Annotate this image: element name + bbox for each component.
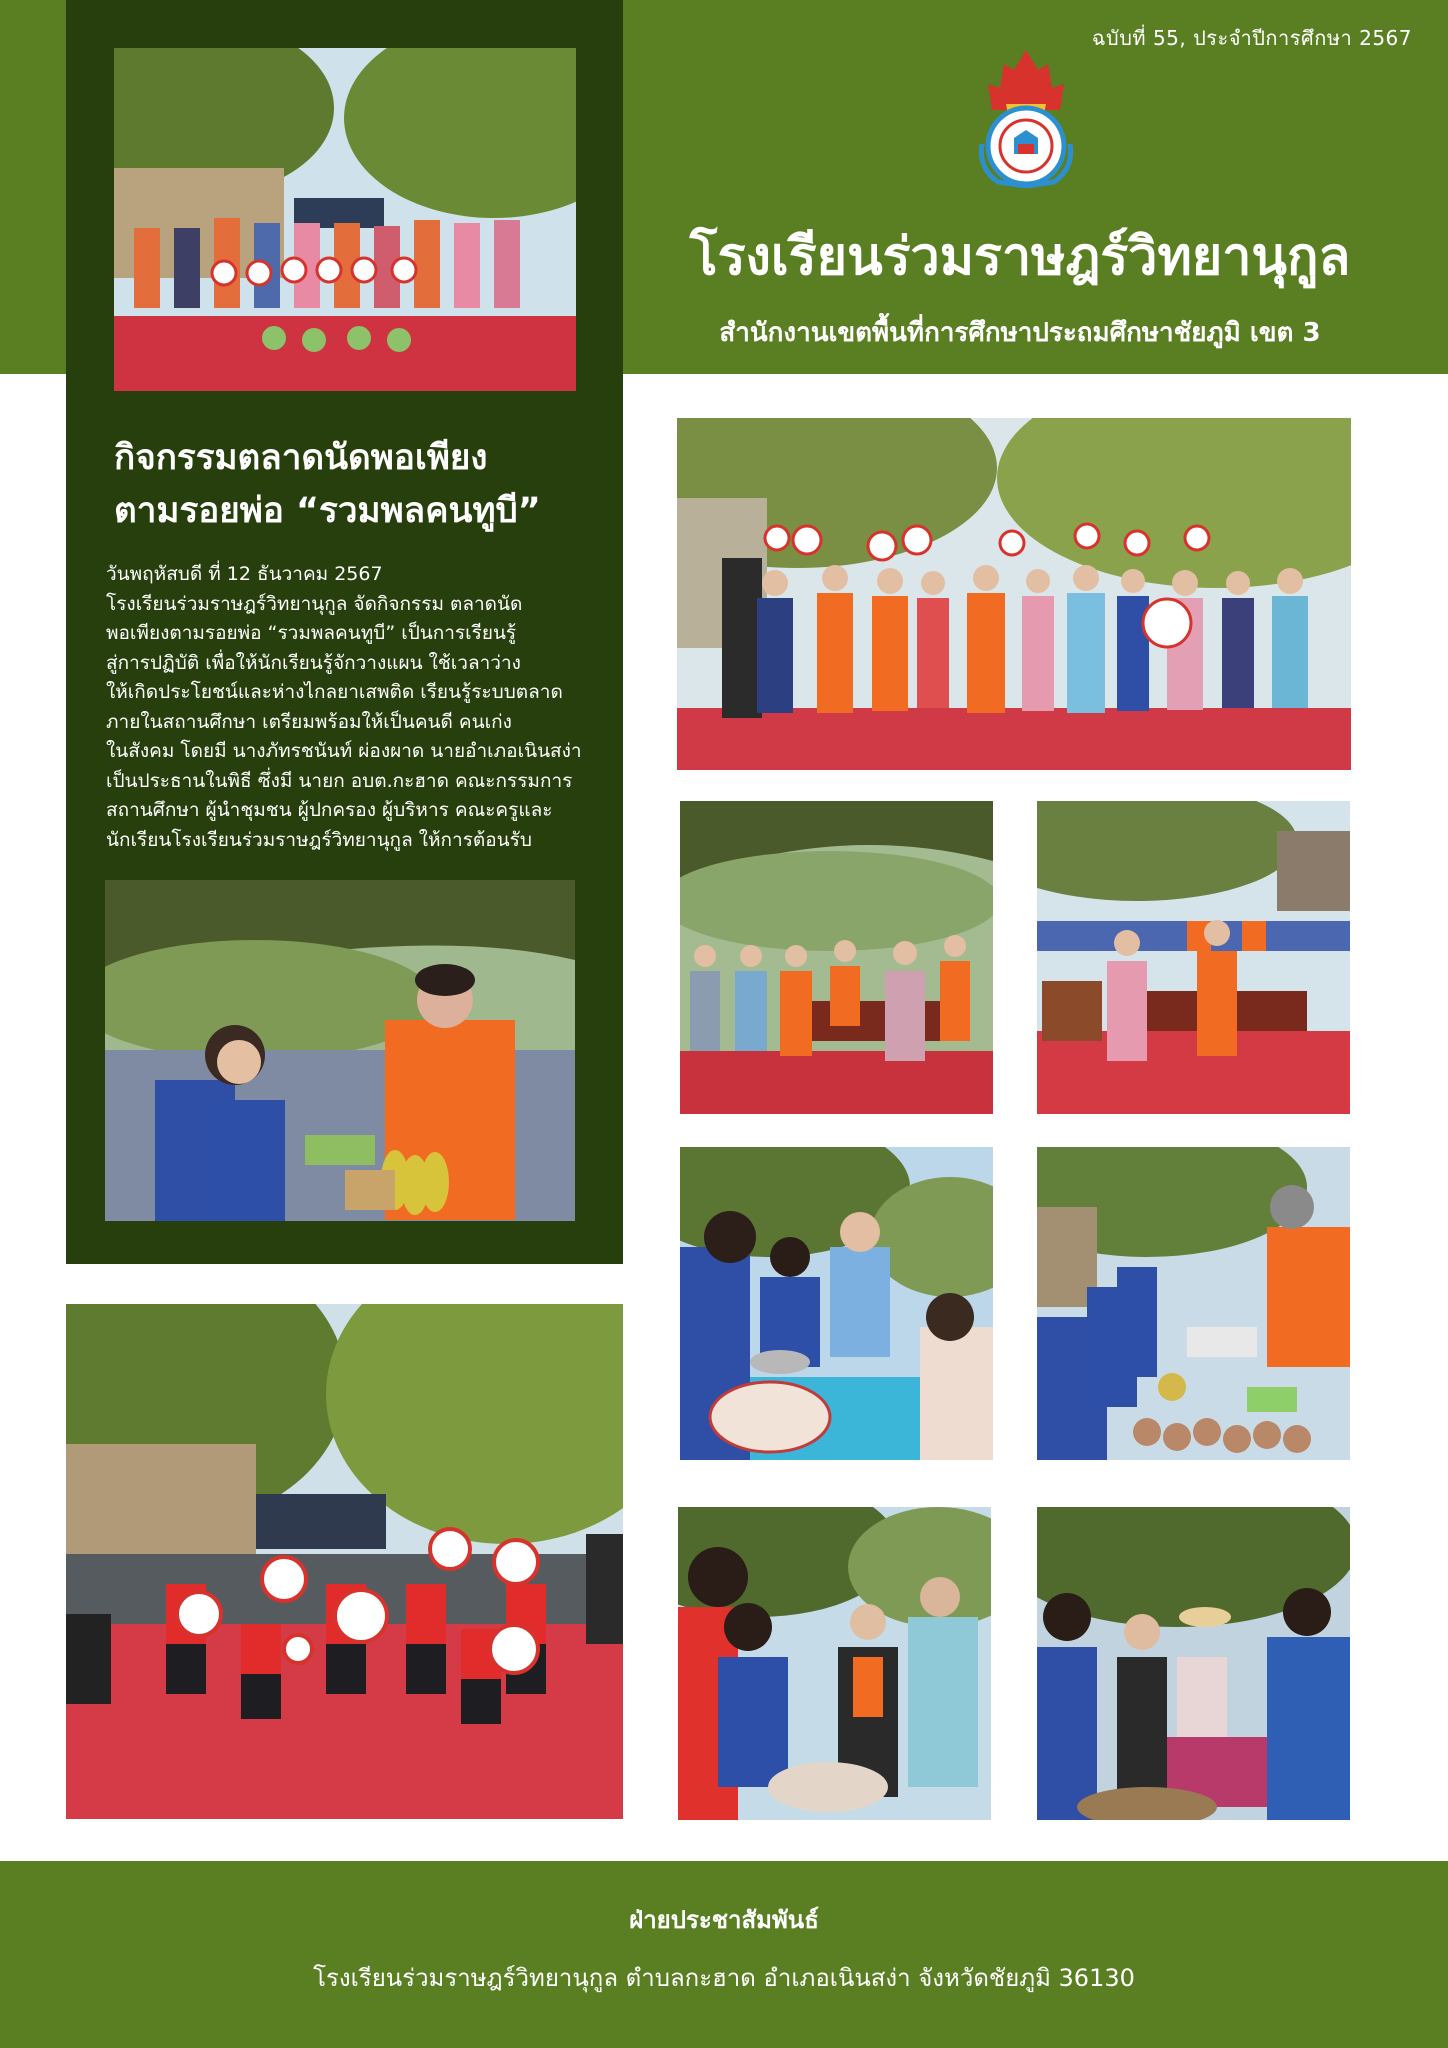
school-emblem-icon [974, 48, 1078, 188]
photo-group-students [114, 48, 576, 391]
body-line: เป็นประธานในพิธี ซึ่งมี นายก อบต.กะฮาด คณะกรรมการ [106, 769, 573, 792]
photo-students-cooking [680, 1147, 993, 1460]
photo-students-stall [678, 1507, 991, 1820]
body-line: ภายในสถานศึกษา เตรียมพร้อมให้เป็นคนดี คนเก่ง [106, 710, 512, 733]
article-headline [114, 432, 594, 537]
photo-vendor-serving [1037, 1147, 1350, 1460]
body-line: สู่การปฏิบัติ เพื่อให้นักเรียนรู้จักวางแผน ใช้เวลาว่าง [106, 651, 521, 674]
body-line: นักเรียนโรงเรียนร่วมราษฎร์วิทยานุกูล ให้การต้อนรับ [106, 828, 532, 851]
body-line: พอเพียงตามรอยพ่อ “รวมพลคนทูบี” เป็นการเรียนรู้ [106, 622, 517, 644]
photo-guests-tables [1037, 801, 1350, 1114]
article-body [106, 560, 606, 855]
photo-guests-seated [680, 801, 993, 1114]
photo-officials-group [677, 418, 1351, 770]
footer-band [0, 1861, 1448, 2048]
footer-address: โรงเรียนร่วมราษฎร์วิทยานุกูล ตำบลกะฮาด อำเภอเนินสง่า จังหวัดชัยภูมิ 36130 [313, 1964, 1135, 1992]
body-line: วันพฤหัสบดี ที่ 12 ธันวาคม 2567 [106, 563, 383, 585]
body-line: ให้เกิดประโยชน์และห่างไกลยาเสพติด เรียนรู้ระบบตลาด [106, 681, 563, 703]
footer-department: ฝ่ายประชาสัมพันธ์ [629, 1906, 819, 1934]
education-office: สำนักงานเขตพื้นที่การศึกษาประถมศึกษาชัยภูมิ เขต 3 [719, 318, 1321, 348]
school-name: โรงเรียนร่วมราษฎร์วิทยานุกูล [689, 227, 1351, 287]
issue-line: ฉบับที่ 55, ประจำปีการศึกษา 2567 [1091, 26, 1412, 50]
photo-dance-performance [66, 1304, 623, 1819]
headline-line: กิจกรรมตลาดนัดพอเพียง [114, 438, 488, 478]
photo-market-bananas [105, 880, 575, 1221]
body-line: โรงเรียนร่วมราษฎร์วิทยานุกูล จัดกิจกรรม ตลาดนัด [106, 592, 523, 615]
headline-line: ตามรอยพ่อ “รวมพลคนทูบี” [114, 490, 541, 531]
photo-teachers-shopping [1037, 1507, 1350, 1820]
body-line: สถานศึกษา ผู้นำชุมชน ผู้ปกครอง ผู้บริหาร คณะครูและ [106, 799, 553, 821]
body-line: ในสังคม โดยมี นางภัทรชนันท์ ผ่องผาด นายอำเภอเนินสง่า [106, 740, 582, 762]
